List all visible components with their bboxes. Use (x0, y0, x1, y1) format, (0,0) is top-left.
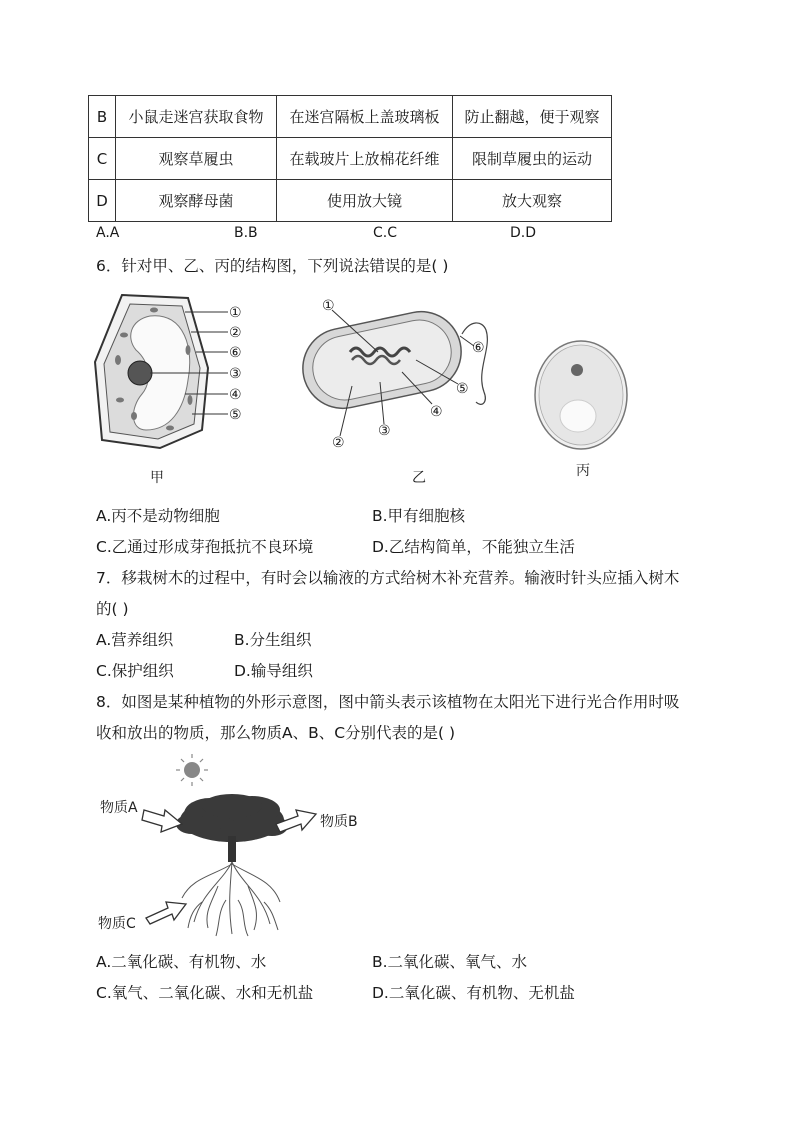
table-cell: 观察草履虫 (116, 138, 277, 180)
q5-option-a[interactable]: A.A (96, 225, 120, 241)
jia-label-4: ④ (229, 387, 242, 403)
yi-label-3: ③ (378, 423, 391, 439)
q8-option-b[interactable]: B.二氧化碳、氧气、水 (372, 953, 528, 971)
table-cell: 在载玻片上放棉花纤维 (277, 138, 453, 180)
q5-option-d[interactable]: D.D (510, 225, 537, 241)
row-key: B (89, 96, 116, 138)
q5-option-table (88, 95, 612, 222)
tree-photosynthesis-diagram (92, 752, 392, 940)
table-row (89, 180, 612, 222)
row-key: D (89, 180, 116, 222)
jia-label-2: ② (229, 325, 242, 341)
q8-option-c[interactable]: C.氧气、二氧化碳、水和无机盐 (96, 984, 314, 1002)
yi-label-2: ② (332, 435, 345, 450)
jia-label-3: ③ (229, 366, 242, 382)
yeast-cell-diagram (530, 338, 640, 456)
table-row (89, 138, 612, 180)
q6-option-d[interactable]: D.乙结构简单，不能独立生活 (372, 538, 575, 556)
row-key: C (89, 138, 116, 180)
jia-label-5: ⑤ (229, 407, 242, 423)
sun-icon (176, 754, 208, 786)
table-cell: 限制草履虫的运动 (453, 138, 612, 180)
table-cell: 在迷宫隔板上盖玻璃板 (277, 96, 453, 138)
q7-option-d[interactable]: D.输导组织 (234, 662, 313, 680)
caption-jia: 甲 (150, 470, 164, 486)
q7-option-b[interactable]: B.分生组织 (234, 631, 312, 649)
q7-stem-line2: 的( ) (96, 600, 129, 618)
q5-option-b[interactable]: B.B (234, 225, 258, 241)
q8-option-d[interactable]: D.二氧化碳、有机物、无机盐 (372, 984, 575, 1002)
q5-option-c[interactable]: C.C (373, 225, 398, 241)
table-cell: 观察酵母菌 (116, 180, 277, 222)
table-cell: 防止翻越，便于观察 (453, 96, 612, 138)
table-row (89, 96, 612, 138)
q6-option-b[interactable]: B.甲有细胞核 (372, 507, 466, 525)
q7-option-c[interactable]: C.保护组织 (96, 662, 174, 680)
q8-option-a[interactable]: A.二氧化碳、有机物、水 (96, 953, 267, 971)
yi-label-6: ⑥ (472, 340, 485, 356)
q8-stem-line2: 收和放出的物质，那么物质A、B、C分别代表的是( ) (96, 724, 456, 742)
caption-yi: 乙 (412, 470, 426, 486)
jia-label-1: ① (229, 305, 242, 321)
label-substance-c: 物质C (98, 916, 136, 932)
yi-label-5: ⑤ (456, 381, 469, 397)
plant-cell-diagram (90, 290, 260, 460)
arrow-in-icon (142, 810, 182, 832)
jia-label-6: ⑥ (229, 345, 242, 361)
q7-option-a[interactable]: A.营养组织 (96, 631, 174, 649)
q6-option-a[interactable]: A.丙不是动物细胞 (96, 507, 220, 525)
caption-bing: 丙 (576, 463, 590, 479)
label-substance-b: 物质B (320, 814, 358, 830)
table-cell: 使用放大镜 (277, 180, 453, 222)
label-substance-a: 物质A (100, 800, 138, 816)
bacterium-diagram (290, 290, 500, 450)
yi-label-1: ① (322, 298, 335, 314)
yi-label-4: ④ (430, 404, 443, 420)
q6-stem: 6．针对甲、乙、丙的结构图，下列说法错误的是( ) (96, 257, 449, 275)
q6-option-c[interactable]: C.乙通过形成芽孢抵抗不良环境 (96, 538, 314, 556)
table-cell: 小鼠走迷宫获取食物 (116, 96, 277, 138)
q7-stem-line1: 7．移栽树木的过程中，有时会以输液的方式给树木补充营养。输液时针头应插入树木 (96, 569, 680, 587)
q8-stem-line1: 8．如图是某种植物的外形示意图，图中箭头表示该植物在太阳光下进行光合作用时吸 (96, 693, 680, 711)
arrow-in-root-icon (146, 902, 186, 924)
table-cell: 放大观察 (453, 180, 612, 222)
